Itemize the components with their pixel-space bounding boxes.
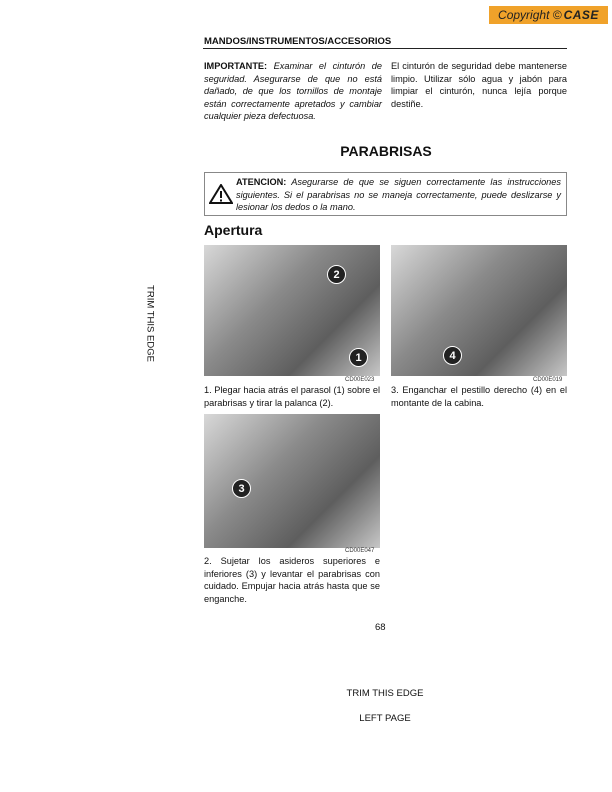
figure-photo-handles bbox=[204, 414, 380, 548]
figure-caption: 1. Plegar hacia atrás el parasol (1) sobre el parabrisas y tirar la palanca (2). bbox=[204, 385, 380, 408]
callout-4: 4 bbox=[443, 346, 462, 365]
figure-code: CD00E019 bbox=[533, 377, 563, 383]
belt-cleaning-text: El cinturón de seguridad debe mantenerse limpio. Utilizar sólo agua y jabón para limpiar el cinturón, nunca lejía porque destiñe. bbox=[391, 61, 567, 109]
section-title: MANDOS/INSTRUMENTOS/ACCESORIOS bbox=[204, 36, 392, 47]
page-number: 68 bbox=[375, 622, 386, 633]
case-logo: CASE bbox=[563, 8, 599, 22]
warning-triangle-icon bbox=[209, 184, 233, 204]
warning-label: ATENCION: bbox=[236, 177, 287, 187]
trim-edge-bottom: TRIM THIS EDGE bbox=[346, 688, 424, 699]
copyright-text: Copyright © bbox=[498, 8, 562, 22]
warning-box bbox=[204, 172, 567, 216]
copyright-badge bbox=[489, 6, 608, 24]
important-note bbox=[204, 60, 382, 123]
divider bbox=[203, 48, 567, 49]
important-label: IMPORTANTE: bbox=[204, 61, 268, 71]
section-heading: PARABRISAS bbox=[340, 143, 432, 159]
callout-1: 1 bbox=[349, 348, 368, 367]
warning-text bbox=[236, 176, 561, 214]
left-page-label: LEFT PAGE bbox=[359, 713, 411, 724]
figure-code: CD00E023 bbox=[345, 377, 375, 383]
figure-photo-sunvisor-lever bbox=[204, 245, 380, 376]
figure-photo-latch bbox=[391, 245, 567, 376]
important-text: Examinar el cinturón de seguridad. Asegurarse de que no está dañado, de que los tornillos de montaje están correctamente apretados y cambiar cualquier pieza defectuosa. bbox=[204, 61, 382, 121]
figure-caption: 3. Enganchar el pestillo derecho (4) en el montante de la cabina. bbox=[391, 385, 567, 408]
callout-2: 2 bbox=[327, 265, 346, 284]
figure-code: CD00E047 bbox=[345, 548, 375, 554]
callout-3: 3 bbox=[232, 479, 251, 498]
trim-edge-side: TRIM THIS EDGE bbox=[144, 285, 156, 362]
warning-body: Asegurarse de que se siguen correctamente las instrucciones siguientes. Si el parabrisas no se maneja correctamente, puede deslizarse y lesionar los dedos o la mano. bbox=[236, 177, 561, 212]
figure-caption: 2. Sujetar los asideros superiores e inferiores (3) y levantar el parabrisas con cuidado. Empujar hacia atrás hasta que se enganche. bbox=[204, 556, 380, 604]
subheading: Apertura bbox=[204, 222, 263, 238]
